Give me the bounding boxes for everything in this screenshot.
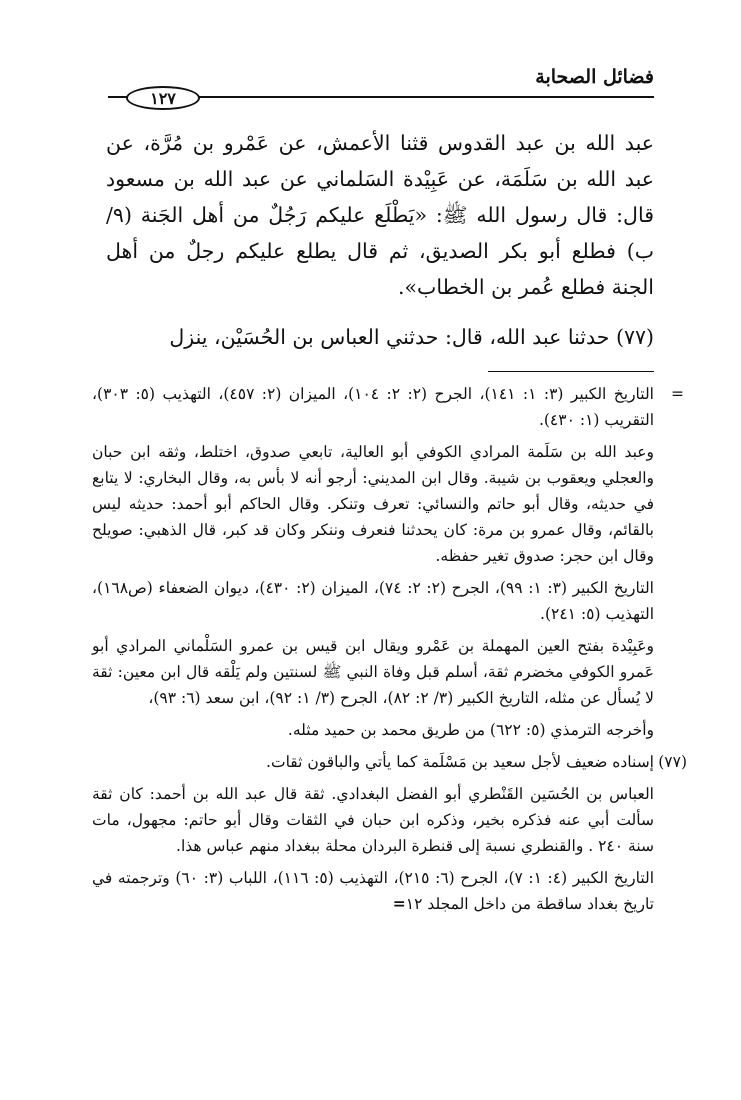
footnote-text: التاريخ الكبير (٤: ١: ٧)، الجرح (٦: ٢١٥)، التهذيب (٥: ١١٦)، اللباب (٣: ٦٠) وترجمته في تاريخ بغداد ساقطة من داخل المجلد ١٢ [92,869,655,913]
page-number: ١٢٧ [150,88,176,108]
continuation-end-marker: = [392,894,406,913]
page-number-badge [126,86,200,110]
footnote-paragraph: وأخرجه الترمذي (٥: ٦٢٢) من طريق محمد بن حميد مثله. [287,721,654,739]
continuation-marker: = [671,385,684,403]
footnote-paragraph: وعَبِيْدة بفتح العين المهملة بن عَمْرو ويقال ابن قيس بن عمرو السَلْماني المرادي أبو عَمرو الكوفي مخضرم ثقة، أسلم قبل وفاة النبي ﷺ لسنتين ولم يَلْقه قال ابن معين: ثقة لا يُسأل عن مثله، التاريخ الكبير (٣/ ٢: ٨٢)، الجرح (٣/ ١: ٩٢)، ابن سعد (٦: ٩٣)، [92,637,654,707]
footnote-rule [488,371,654,372]
footnote-text: إسناده ضعيف لأجل سعيد بن مَسْلَمة كما يأتي والباقون ثقات. [266,753,654,771]
hadith-77-paragraph: (٧٧) حدثنا عبد الله، قال: حدثني العباس بن الحُسَيْن، ينزل [169,325,654,349]
footnote-text: التاريخ الكبير (٣: ١: ١٤١)، الجرح (٢: ٢: ١٠٤)، الميزان (٢: ٤٥٧)، التهذيب (٥: ٣٠٣)، التقريب (١: ٤٣٠). [92,385,654,429]
running-header [108,66,654,110]
footnote-continuation [92,381,684,433]
footnote-paragraph: التاريخ الكبير (٣: ١: ٩٩)، الجرح (٢: ٢: ٧٤)، الميزان (٢: ٤٣٠)، ديوان الضعفاء (ص١٦٨)، التهذيب (٥: ٢٤١). [92,579,654,623]
footnotes [92,381,687,923]
footnote-paragraph-last [92,865,654,917]
footnote-paragraph: وعبد الله بن سَلَمة المرادي الكوفي أبو العالية، تابعي صدوق، اختلط، وثقه ابن حبان والعجلي ويعقوب بن شيبة. وقال ابن المديني: أرجو أنه لا بأس به، وقال البخاري: لا يتابع في حديثه، وقال أبو حاتم والنسائي: تعرف وتنكر. وقال الحاكم أبو أحمد: حديثه ليس بالقائم، وقال عمرو بن مرة: كان يحدثنا فنعرف وننكر وكان قد كبر، قال الذهبي: صويلح وقال ابن حجر: صدوق تغير حفظه. [92,443,654,565]
main-text [106,125,654,355]
hadith-paragraph: عبد الله بن عبد القدوس قثنا الأعمش، عن عَمْرو بن مُرَّة، عن عبد الله بن سَلَمَة، عن عَبِيْدة السَلماني عن عبد الله بن مسعود قال: قال رسول الله ﷺ: «يَطْلَع عليكم رَجُلٌ من أهل الجَنة (٩/ب) فطلع أبو بكر الصديق، ثم قال يطلع عليكم رجلٌ من أهل الجنة فطلع عُمر بن الخطاب». [106,131,654,299]
footnote-paragraph: العباس بن الحُسَين القَنْطري أبو الفضل البغدادي. ثقة قال عبد الله بن أحمد: كان ثقة سألت أبي عنه فذكره بخير، وذكره ابن حبان في الثقات وقال أبو حاتم: مجهول، مات سنة ٢٤٠ . والقنطري نسبة إلى قنطرة البردان محلة ببغداد منهم عباس هذا. [92,785,654,855]
footnote-77-marker: (٧٧) [658,753,687,771]
footnote-77 [92,749,687,775]
book-title: فضائل الصحابة [535,66,654,88]
